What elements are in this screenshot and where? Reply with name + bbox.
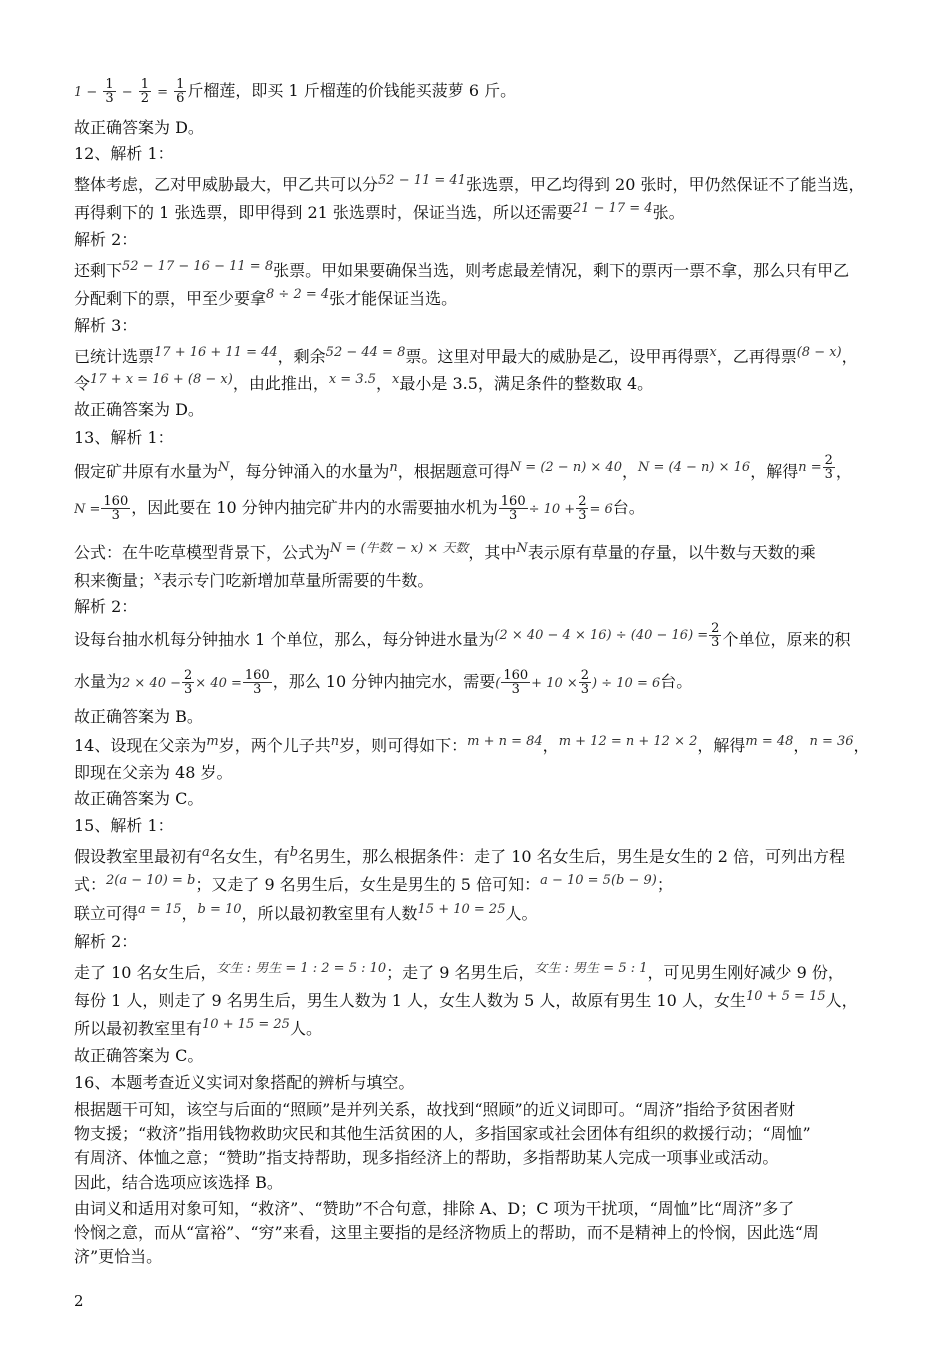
text-line: 令$^{17 + x = 16 + (8 - x)}$，由此推出，$^{x = 3.5}$，$^x$最小是 3.5，满足条件的整数取 4。 — [74, 373, 654, 393]
math-expression: a — [202, 846, 210, 860]
fraction: $\frac{1}{6}$ — [176, 77, 185, 106]
math-expression: m + n = 84 — [467, 735, 543, 749]
math-expression: n — [389, 460, 398, 475]
text-line: 假定矿井原有水量为$^N$，每分钟涌入的水量为$^n$，根据题意可得$^{N = (2 - n) \times 40}$，$^{N = (4 - n) \times 16}$，解得$^{n =}$ $\frac{2}{3}$ ， — [74, 454, 852, 482]
answer-line: 故正确答案为 D。 — [74, 400, 204, 419]
math-expression: a − 10 = 5(b − 9) — [540, 874, 657, 888]
text-line: 式：$^{2(a - 10) = b}$；又走了 9 名男生后，女生是男生的 5 倍可知：$^{a - 10 = 5(b - 9)}$； — [74, 874, 673, 894]
text-line: 公式：在牛吃草模型背景下，公式为$^{N = (牛数 - x) \times 天数}$，其中$^N$表示原有草量的存量，以牛数与天数的乘 — [74, 542, 816, 562]
math-expression: 1 − — [74, 85, 98, 100]
math-expression: 21 − 17 = 4 — [572, 202, 653, 216]
section-heading: 12、解析 1： — [74, 144, 174, 163]
section-heading: 解析 2： — [74, 597, 138, 616]
math-expression: − — [121, 85, 133, 100]
fraction: $\frac{2}{3}$ — [184, 668, 193, 697]
math-expression: N = — [74, 502, 101, 517]
text-line: 因此，结合选项应该选择 B。 — [74, 1173, 283, 1192]
answer-line: 故正确答案为 B。 — [74, 707, 203, 726]
text-line: 有周济、体恤之意；“赞助”指支持帮助，现多指经济上的帮助，多指帮助某人完成一项事业或活动。 — [74, 1148, 779, 1167]
answer-line: 故正确答案为 D。 — [74, 118, 204, 137]
text-line: 再得剩下的 1 张选票，即甲得到 21 张选票时，保证当选，所以还需要$^{21 - 17 = 4}$张。 — [74, 202, 685, 222]
fraction: $\frac{1}{3}$ — [105, 77, 114, 106]
text-line: 水量为2 × 40 − $\frac{2}{3}$ × 40 = $\frac{160}{3}$ ，那么 10 分钟内抽完水，需要( $\frac{160}{3}$ + 10 × $\frac{2}{3}$ ) ÷ 10 = 6台。 — [74, 668, 693, 697]
math-expression: 2 × 40 − — [122, 676, 182, 691]
fraction: $\frac{2}{3}$ — [580, 668, 590, 697]
fraction: $\frac{160}{3}$ — [500, 494, 526, 523]
fraction: $\frac{160}{3}$ — [244, 668, 270, 697]
text-line: 由词义和适用对象可知，“救济”、“赞助”不合句意，排除 A、D；C 项为干扰项，“周恤”比“周济”多了 — [74, 1199, 795, 1218]
math-expression: x — [709, 346, 717, 360]
math-expression: 15 + 10 = 25 — [417, 903, 506, 917]
math-expression: a = 15 — [138, 903, 182, 917]
math-expression: = 6 — [589, 502, 613, 517]
math-expression: × 40 = — [195, 676, 242, 691]
text-line: N = $\frac{160}{3}$ ，因此要在 10 分钟内抽完矿井内的水需要抽水机为 $\frac{160}{3}$ ÷ 10 + $\frac{2}{3}$ = 6台。 — [74, 494, 645, 523]
text-line — [74, 74, 878, 108]
answer-line: 故正确答案为 C。 — [74, 789, 204, 808]
text-line: 假设教室里最初有$^a$名女生，有$^b$名男生，那么根据条件：走了 10 名女生后，男生是女生的 2 倍，可列出方程 — [74, 846, 846, 866]
text-line: 已统计选票$^{17 + 16 + 11 = 44}$，剩余$^{52 - 44 = 8}$票。这里对甲最大的威胁是乙，设甲再得票$^x$，乙再得票$^{(8 - x)}$， — [74, 346, 858, 366]
text-line: 还剩下$^{52 - 17 - 16 - 11 = 8}$张票。甲如果要确保当选，则考虑最差情况，剩下的票丙一票不拿，那么只有甲乙 — [74, 260, 850, 280]
text-line: 即现在父亲为 48 岁。 — [74, 763, 233, 782]
text-line: 设每台抽水机每分钟抽水 1 个单位，那么，每分钟进水量为$^{(2 \times 40 - 4 \times 16) \div (40 - 16) =}$ $\frac{2}{3}$ 个单位，原来的积 — [74, 622, 851, 650]
section-heading: 解析 2： — [74, 230, 138, 249]
text-line: 物支援；“救济”指用钱物救助灾民和其他生活贫困的人，多指国家或社会团体有组织的救援行动；“周恤” — [74, 1124, 811, 1143]
math-expression: 女生 : 男生 = 5 : 1 — [534, 962, 648, 976]
text-line: 整体考虑，乙对甲威胁最大，甲乙共可以分$^{52 - 11 = 41}$张选票，甲乙均得到 20 张时，甲仍然保证不了能当选， — [74, 174, 865, 194]
page-number: 2 — [74, 1292, 84, 1310]
math-expression: 8 ÷ 2 = 4 — [266, 288, 330, 302]
fraction: $\frac{160}{3}$ — [503, 668, 529, 697]
math-expression: m — [206, 735, 219, 749]
math-expression: 10 + 5 = 15 — [745, 990, 826, 1004]
text-line: 怜悯之意，而从“富裕”、“穷”来看，这里主要指的是经济物质上的帮助，而不是精神上的怜悯，因此选“周 — [74, 1223, 819, 1242]
math-expression: n = 36 — [809, 735, 854, 749]
math-expression: m + 12 = n + 12 × 2 — [558, 735, 698, 749]
section-heading: 解析 2： — [74, 932, 138, 951]
section-heading: 13、解析 1： — [74, 428, 174, 447]
answer-line: 故正确答案为 C。 — [74, 1046, 204, 1065]
fraction: $\frac{160}{3}$ — [103, 494, 129, 523]
text-line: 根据题干可知，该空与后面的“照顾”是并列关系，故找到“照顾”的近义词即可。“周济”指给予贫困者财 — [74, 1100, 796, 1119]
math-expression: = — [157, 85, 169, 100]
math-expression: + 10 × — [531, 676, 578, 691]
math-expression: ( — [495, 676, 501, 691]
text-line: 所以最初教室里有$^{10 + 15 = 25}$人。 — [74, 1018, 322, 1038]
math-expression: 17 + 16 + 11 = 44 — [154, 346, 278, 360]
math-expression: 52 − 17 − 16 − 11 = 8 — [122, 260, 274, 274]
math-expression: N = (2 − n) × 40 — [509, 460, 622, 475]
math-expression: N = (4 − n) × 16 — [638, 460, 751, 475]
fraction: $\frac{2}{3}$ — [578, 494, 587, 523]
section-heading: 15、解析 1： — [74, 816, 174, 835]
fraction: $\frac{2}{3}$ — [711, 622, 720, 650]
math-expression: 2(a − 10) = b — [106, 874, 196, 888]
text-line: 14、设现在父亲为$^m$岁，两个儿子共$^n$岁，则可得如下：$^{m + n = 84}$，$^{m + 12 = n + 12 \times 2}$，解得$^{m = 48}$，$^{n = 36}$， — [74, 735, 870, 755]
section-heading: 16、本题考查近义实词对象搭配的辨析与填空。 — [74, 1073, 415, 1092]
math-expression: x — [392, 373, 400, 387]
text-line: 联立可得$^{a = 15}$，$^{b = 10}$，所以最初教室里有人数$^{15 + 10 = 25}$人。 — [74, 903, 538, 923]
text-line: 走了 10 名女生后，$^{女生 : 男生 = 1 : 2 = 5 : 10}$；走了 9 名男生后，$^{女生 : 男生 = 5 : 1}$，可见男生刚好减少 9 份， — [74, 962, 844, 982]
text-line: 积来衡量；$^x$表示专门吃新增加草量所需要的牛数。 — [74, 570, 434, 590]
math-expression: n = — [798, 460, 822, 475]
math-expression: N = (牛数 − x) × 天数 — [330, 542, 469, 556]
math-expression: x = 3.5 — [328, 373, 376, 387]
math-expression: 女生 : 男生 = 1 : 2 = 5 : 10 — [216, 962, 387, 976]
math-expression: b = 10 — [197, 903, 242, 917]
math-expression: ) ÷ 10 = 6 — [592, 676, 661, 691]
math-expression: n — [330, 735, 340, 749]
math-expression: ÷ 10 + — [528, 502, 576, 517]
math-expression: (8 − x) — [796, 346, 842, 360]
math-expression: 17 + x = 16 + (8 − x) — [90, 373, 233, 387]
math-expression: 52 − 11 = 41 — [378, 174, 466, 188]
math-expression: (2 × 40 − 4 × 16) ÷ (40 − 16) = — [494, 628, 709, 643]
math-expression: b — [289, 846, 299, 860]
math-expression: N — [218, 460, 230, 475]
math-expression: x — [154, 570, 162, 584]
math-expression: N — [516, 542, 528, 556]
text-line: 济”更恰当。 — [74, 1247, 163, 1266]
text-line: 每份 1 人，则走了 9 名男生后，男生人数为 1 人，女生人数为 5 人，故原有男生 10 人，女生$^{10 + 5 = 15}$人， — [74, 990, 858, 1010]
math-expression: m = 48 — [745, 735, 794, 749]
section-heading: 解析 3： — [74, 316, 138, 335]
fraction: $\frac{2}{3}$ — [824, 454, 833, 482]
math-expression: 10 + 15 = 25 — [202, 1018, 290, 1032]
text-line: 分配剩下的票，甲至少要拿$^{8 \div 2 = 4}$张才能保证当选。 — [74, 288, 458, 308]
text: 斤榴莲，即买 1 斤榴莲的价钱能买菠萝 6 斤。 — [187, 81, 517, 100]
math-expression: 52 − 44 = 8 — [325, 346, 406, 360]
fraction: $\frac{1}{2}$ — [140, 77, 150, 106]
